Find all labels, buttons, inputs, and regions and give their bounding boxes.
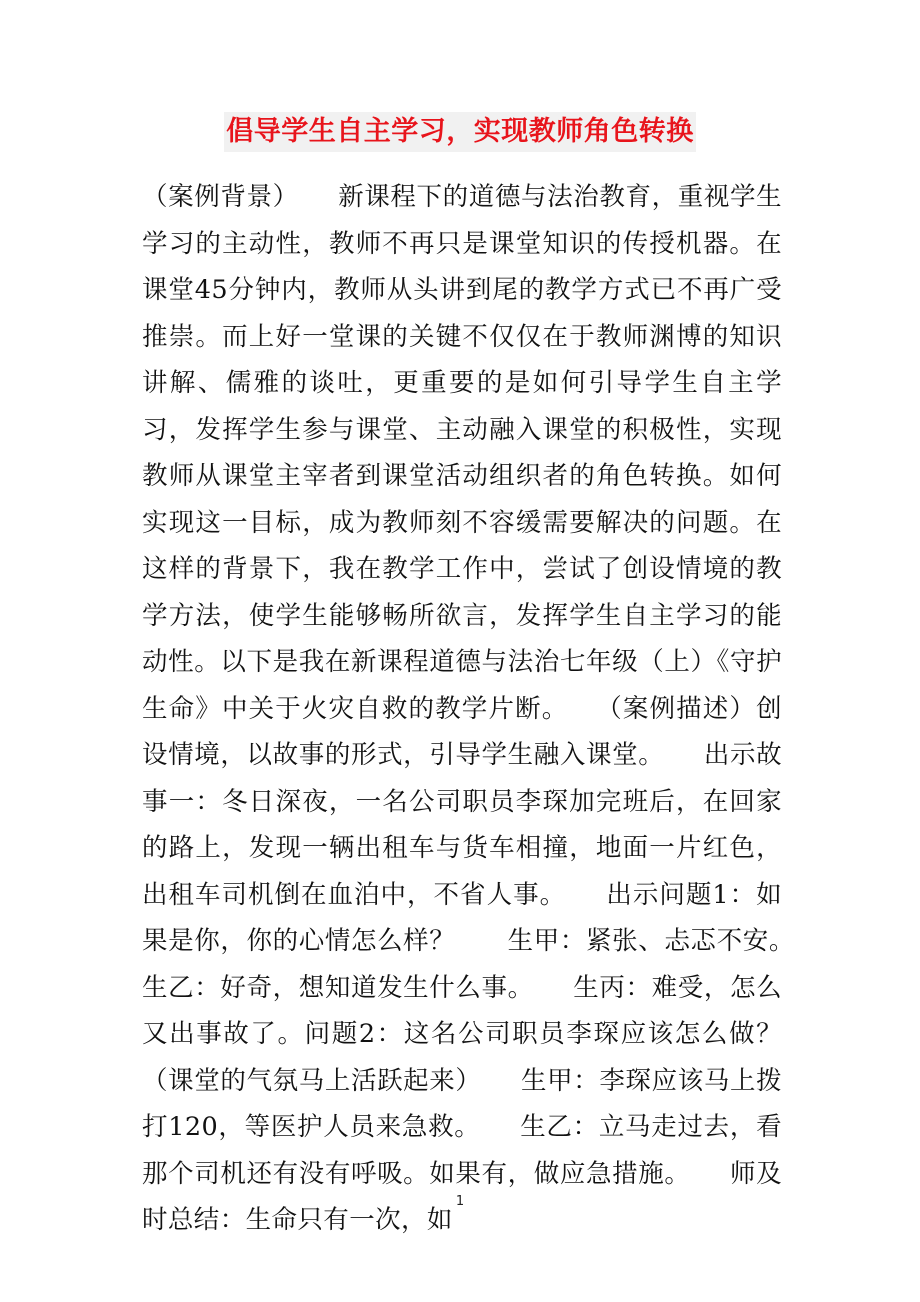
body-paragraph: （案例背景） 新课程下的道德与法治教育，重视学生学习的主动性，教师不再只是课堂知识的传授机器。在课堂45分钟内，教师从头讲到尾的教学方式已不再广受推崇。而上好一堂课的关键不仅仅在于教师渊博的知识讲解、儒雅的谈吐，更重要的是如何引导学生自主学习，发挥学生参与课堂、主动融入课堂的积极性，实现教师从课堂主宰者到课堂活动组织者的角色转换。如何实现这一目标，成为教师刻不容缓需要解决的问题。在这样的背景下，我在教学工作中，尝试了创设情境的教学方法，使学生能够畅所欲言，发挥学生自主学习的能动性。以下是我在新课程道德与法治七年级（上）《守护生命》中关于火灾自救的教学片断。 （案例描述）创设情境，以故事的形式，引导学生融入课堂。 出示故事一：冬日深夜，一名公司职员李琛加完班后，在回家的路上，发现一辆出租车与货车相撞，地面一片红色，出租车司机倒在血泊中，不省人事。 出示问题1：如果是你，你的心情怎么样？ 生甲：紧张、忐忑不安。 生乙：好奇，想知道发生什么事。 生丙：难受，怎么又出事故了。问题2：这名公司职员李琛应该怎么做？（课堂的气氛马上活跃起来） 生甲：李琛应该马上拨打120，等医护人员来急救。 生乙：立马走过去，看那个司机还有没有呼吸。如果有，做应急措施。 师及时总结：生命只有一次，如: [142, 182, 834, 1235]
document-body: [142, 174, 834, 1244]
title-container: [0, 112, 920, 152]
page-number: 1: [455, 1194, 465, 1209]
document-title: 倡导学生自主学习，实现教师角色转换: [224, 112, 696, 152]
